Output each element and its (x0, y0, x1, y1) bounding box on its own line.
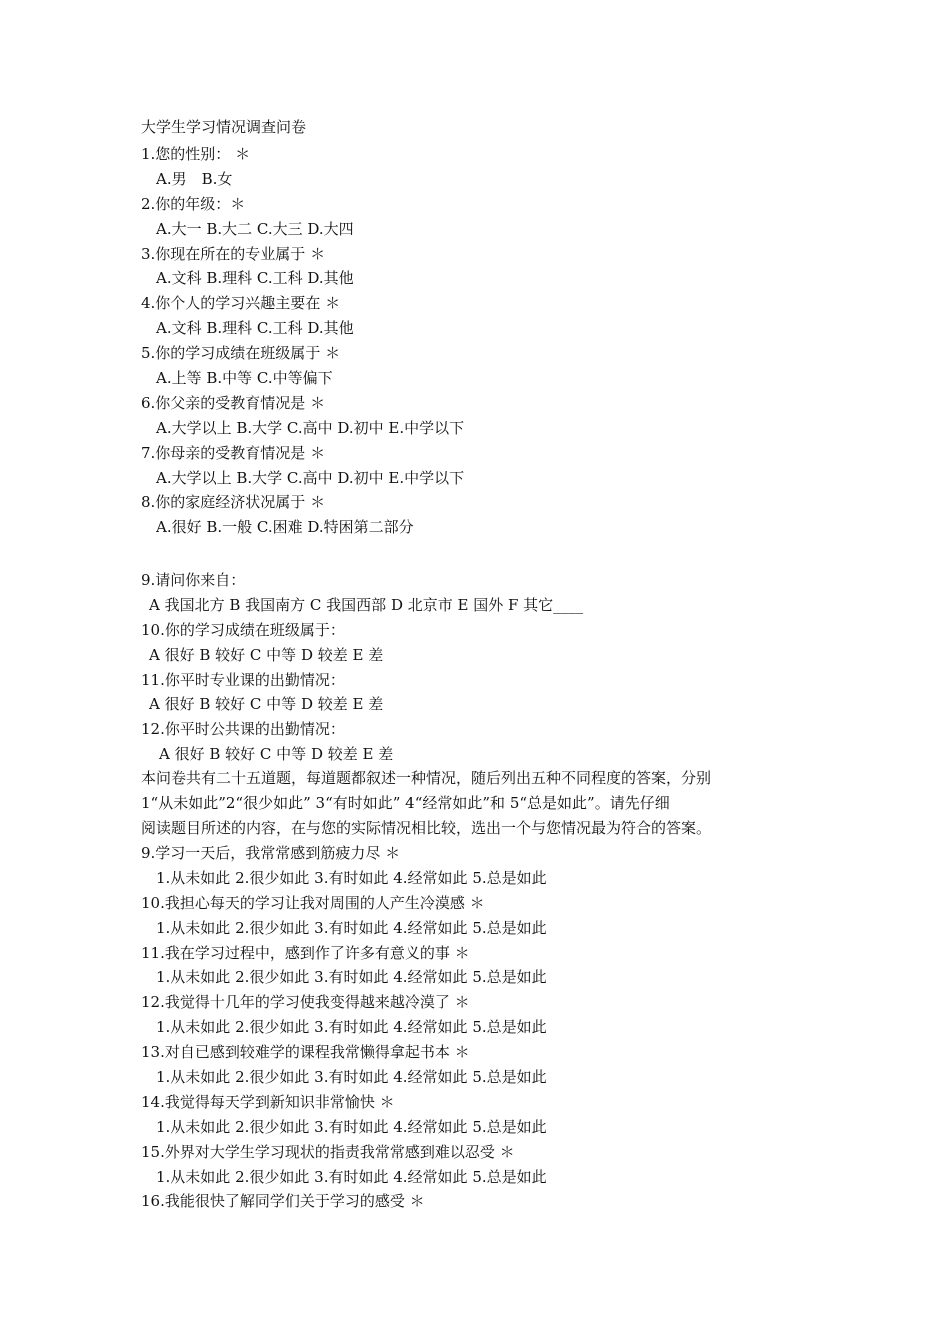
basic-info-section (141, 142, 821, 540)
question: 10.你的学习成绩在班级属于： (141, 620, 345, 639)
question: 10.我担心每天的学习让我对周围的人产生冷漠感 ＊ (141, 893, 485, 912)
question: 11.我在学习过程中，感到作了许多有意义的事 ＊ (141, 943, 470, 962)
question: 1.您的性别： ＊ (141, 145, 251, 163)
instructions-paragraph (141, 766, 821, 841)
question: 5.你的学习成绩在班级属于 ＊ (141, 344, 341, 363)
question: 6.你父亲的受教育情况是 ＊ (141, 393, 326, 412)
scale-options: 1.从未如此 2.很少如此 3.有时如此 4.经常如此 5.总是如此 (156, 1117, 547, 1136)
question-options: A.文科 B.理科 C.工科 D.其他 (156, 319, 354, 338)
question: 13.对自已感到较难学的课程我常懒得拿起书本 ＊ (141, 1043, 470, 1062)
question-options: A 很好 B 较好 C 中等 D 较差 E 差 (149, 695, 384, 714)
question: 15.外界对大学生学习现状的指责我常常感到难以忍受 ＊ (141, 1142, 515, 1161)
question: 9.请问你来自： (141, 571, 246, 589)
scale-options: 1.从未如此 2.很少如此 3.有时如此 4.经常如此 5.总是如此 (156, 918, 547, 937)
question: 8.你的家庭经济状况属于 ＊ (141, 493, 326, 512)
scale-options: 1.从未如此 2.很少如此 3.有时如此 4.经常如此 5.总是如此 (156, 1068, 547, 1087)
instructions-line: 1“从未如此”2“很少如此” 3“有时如此” 4“经常如此”和 5“总是如此”。请先仔细 (141, 794, 670, 812)
scale-options: 1.从未如此 2.很少如此 3.有时如此 4.经常如此 5.总是如此 (156, 1018, 547, 1037)
question: 7.你母亲的受教育情况是 ＊ (141, 443, 326, 462)
question-options: A 我国北方 B 我国南方 C 我国西部 D 北京市 E 国外 F 其它____ (149, 595, 584, 614)
question-options: A.男 B.女 (156, 169, 233, 188)
scale-options: 1.从未如此 2.很少如此 3.有时如此 4.经常如此 5.总是如此 (156, 968, 547, 987)
question: 16.我能很快了解同学们关于学习的感受 ＊ (141, 1192, 425, 1211)
question: 9.学习一天后，我常常感到筋疲力尽 ＊ (141, 844, 401, 862)
question: 3.你现在所在的专业属于 ＊ (141, 244, 326, 263)
background-section (141, 568, 821, 767)
scale-questions-section (141, 841, 821, 1214)
scale-options: 1.从未如此 2.很少如此 3.有时如此 4.经常如此 5.总是如此 (156, 1167, 547, 1186)
question-options: A.大学以上 B.大学 C.高中 D.初中 E.中学以下 (156, 418, 465, 437)
questionnaire-title: 大学生学习情况调查问卷 (141, 118, 307, 136)
question: 14.我觉得每天学到新知识非常愉快 ＊ (141, 1092, 395, 1111)
question-options: A.大一 B.大二 C.大三 D.大四 (156, 219, 354, 238)
question: 12.你平时公共课的出勤情况： (141, 720, 345, 739)
question-options: A.上等 B.中等 C.中等偏下 (156, 369, 333, 388)
question-options: A.大学以上 B.大学 C.高中 D.初中 E.中学以下 (156, 468, 465, 487)
question-options: A 很好 B 较好 C 中等 D 较差 E 差 (159, 745, 394, 764)
question: 2.你的年级：＊ (141, 194, 246, 213)
question-options: A 很好 B 较好 C 中等 D 较差 E 差 (149, 645, 384, 664)
question-options: A.很好 B.一般 C.困难 D.特困第二部分 (156, 518, 414, 537)
question: 11.你平时专业课的出勤情况： (141, 670, 345, 689)
instructions-line: 阅读题目所述的内容，在与您的实际情况相比较，选出一个与您情况最为符合的答案。 (141, 819, 712, 837)
question: 4.你个人的学习兴趣主要在 ＊ (141, 294, 341, 313)
question-options: A.文科 B.理科 C.工科 D.其他 (156, 269, 354, 288)
instructions-line: 本问卷共有二十五道题，每道题都叙述一种情况，随后列出五种不同程度的答案，分别 (141, 769, 712, 787)
scale-options: 1.从未如此 2.很少如此 3.有时如此 4.经常如此 5.总是如此 (156, 868, 547, 887)
question: 12.我觉得十几年的学习使我变得越来越冷漠了 ＊ (141, 993, 470, 1012)
